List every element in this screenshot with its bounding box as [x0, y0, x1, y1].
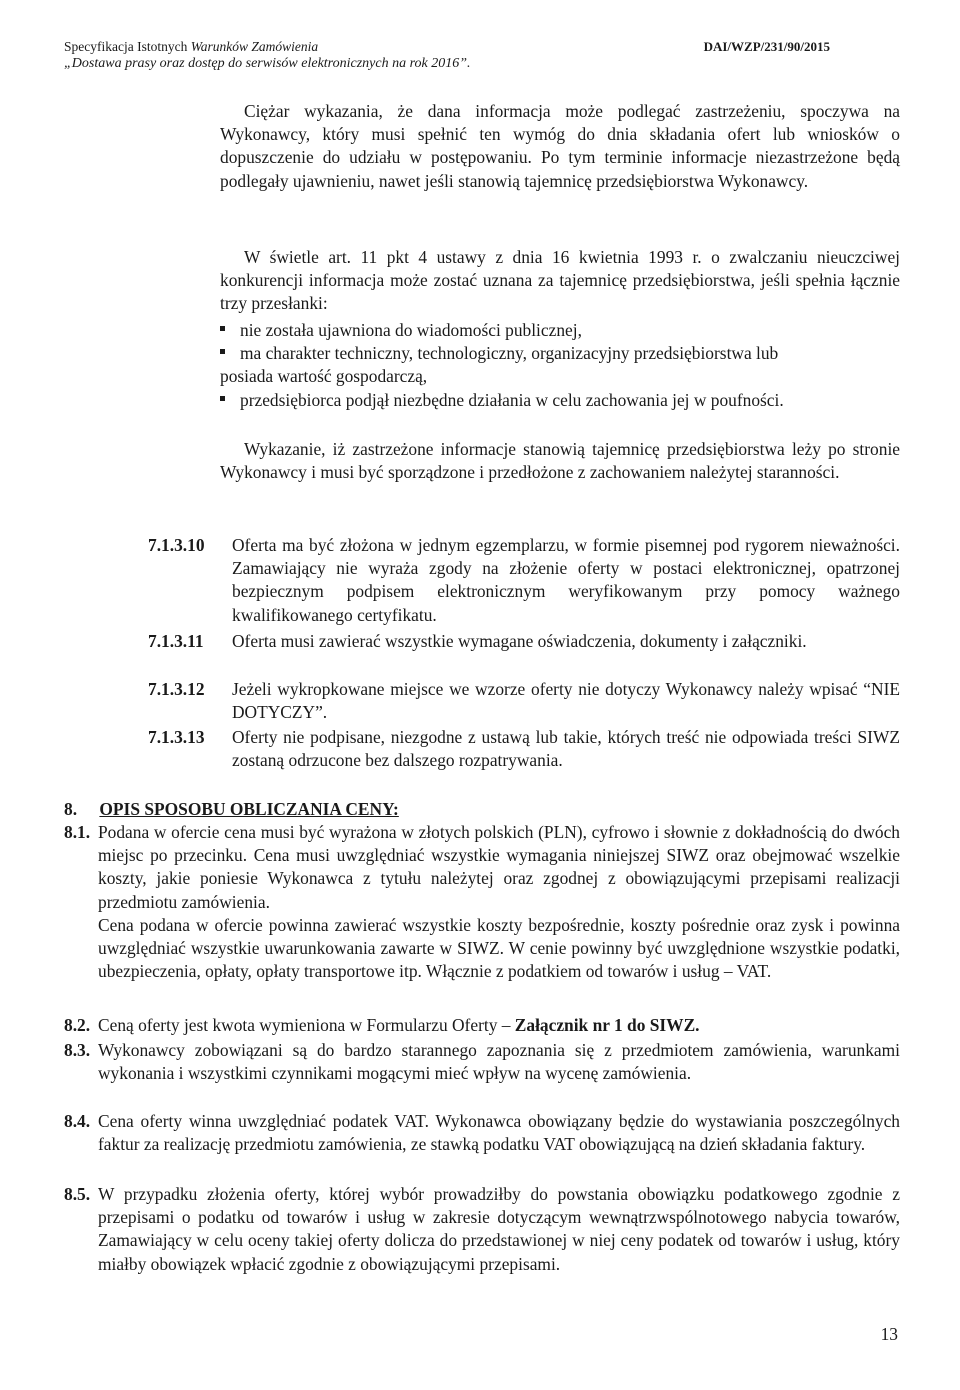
numbered-item-71311	[148, 630, 900, 676]
numbered-item-84	[64, 1110, 900, 1180]
item-text: Jeżeli wykropkowane miejsce we wzorze oferty nie dotyczy Wykonawcy należy wpisać “NIE DOTYCZY”.	[232, 679, 900, 723]
paragraph-proof-of-secret: Wykazanie, iż zastrzeżone informacje stanowią tajemnicę przedsiębiorstwa leży po stronie Wykonawcy i musi być sporządzone i przedłożone z zachowaniem należytej staranności.	[220, 439, 900, 483]
bullet-square-icon	[220, 326, 225, 331]
bullet-square-icon	[220, 349, 225, 354]
item-number: 8.3.	[64, 1040, 91, 1060]
item-number: 8.1.	[64, 822, 91, 842]
page-header	[64, 38, 830, 72]
numbered-item-81	[64, 821, 900, 1011]
header-case-number: DAI/WZP/231/90/2015	[703, 39, 830, 54]
item-text: Cena oferty winna uwzględniać podatek VAT. Wykonawca obowiązany będzie do wystawiania poszczególnych faktur za realizację przedmiotu zamówienia, ze stawką podatku VAT obowiązującą na dzień składania faktury.	[98, 1111, 900, 1155]
bullet-continuation: posiada wartość gospodarczą,	[220, 366, 428, 386]
numbered-item-71313	[148, 726, 900, 772]
item-text: W przypadku złożenia oferty, której wybór prowadziłby do powstania obowiązku podatkowego zgodnie z przepisami o podatku od towarów i usług w zakresie dotyczącym wewnątrzwspólnotowego nabycia towarów, Zamawiający w celu oceny takiej oferty dolicza do przedstawionej w niej ceny podatek od towarów i usług, który miałby obowiązek wpłacić zgodnie z obowiązującymi przepisami.	[98, 1184, 900, 1274]
item-number: 8.4.	[64, 1111, 91, 1131]
item-number: 8.5.	[64, 1184, 91, 1204]
header-subject: „Dostawa prasy oraz dostęp do serwisów elektronicznych na rok 2016”.	[64, 56, 471, 71]
item-text: Wykonawcy zobowiązani są do bardzo starannego zapoznania się z przedmiotem zamówienia, warunkami wykonania i wszystkimi czynnikami mogącymi mieć wpływ na wycenę zamówienia.	[98, 1040, 900, 1084]
numbered-item-83	[64, 1039, 900, 1109]
item-text: Oferty nie podpisane, niezgodne z ustawą lub takie, których treść nie odpowiada treści SIWZ zostaną odrzucone bez dalszego rozpatrywania.	[232, 727, 900, 771]
item-text: Ceną oferty jest kwota wymieniona w Formularzu Oferty – Załącznik nr 1 do SIWZ.	[98, 1015, 700, 1035]
paragraph-trade-secret-definition: W świetle art. 11 pkt 4 ustawy z dnia 16 kwietnia 1993 r. o zwalczaniu nieuczciwej konkurencji informacja może zostać uznana za tajemnicę przedsiębiorstwa, jeśli spełnia łącznie trzy przesłanki:	[220, 247, 900, 314]
bullet-square-icon	[220, 396, 225, 401]
item-number: 7.1.3.10	[148, 535, 205, 555]
bullet-item: nie została ujawniona do wiadomości publicznej,	[220, 319, 582, 342]
item-text: Podana w ofercie cena musi być wyrażona w złotych polskich (PLN), cyfrowo i słownie z dokładnością do dwóch miejsc po przecinku. Cena musi uwzględniać wszystkie wymagania niniejszej SIWZ oraz obejmować wszelkie koszty, jakie poniesie Wykonawca z tytułu należytej oraz zgodnej z obowiązującymi przepisami realizacji przedmiotu zamówienia.	[98, 822, 900, 912]
paragraph-confidentiality-burden: Ciężar wykazania, że dana informacja może podlegać zastrzeżeniu, spoczywa na Wykonawcy, który musi spełnić ten wymóg do dnia składania ofert lub wniosków o dopuszczenie do udziału w postępowaniu. Po tym terminie informacje niezastrzeżone będą podlegały ujawnieniu, nawet jeśli stanowią tajemnicę przedsiębiorstwa Wykonawcy.	[220, 101, 900, 191]
numbered-item-85	[64, 1183, 900, 1299]
numbered-item-82	[64, 1014, 900, 1038]
item-text-continuation: Cena podana w ofercie powinna zawierać wszystkie koszty bezpośrednie, koszty pośrednie oraz zysk i powinna uwzględniać wszystkie uwarunkowania zawarte w SIWZ. W cenie powinny być uwzględnione wszystkie podatki, ubezpieczenia, opłaty, opłaty transportowe itp. Włącznie z podatkiem od towarów i usług – VAT.	[98, 915, 900, 982]
numbered-item-71312	[148, 678, 900, 724]
item-text: Oferta ma być złożona w jednym egzemplarzu, w formie pisemnej pod rygorem nieważności. Zamawiający nie wyraża zgody na złożenie oferty w postaci elektronicznej, opatrzonej bezpiecznym podpisem elektronicznym weryfikowanym przy pomocy ważnego kwalifikowanego certyfikatu.	[232, 535, 900, 625]
item-number: 8.2.	[64, 1015, 91, 1035]
section-heading: 8. OPIS SPOSOBU OBLICZANIA CENY:	[64, 799, 399, 819]
page-number: 13	[880, 1324, 898, 1344]
item-text: Oferta musi zawierać wszystkie wymagane oświadczenia, dokumenty i załączniki.	[232, 631, 807, 651]
numbered-item-71310	[148, 534, 900, 625]
bullet-item: przedsiębiorca podjął niezbędne działania w celu zachowania jej w poufności.	[220, 389, 784, 412]
bullet-item: ma charakter techniczny, technologiczny, organizacyjny przedsiębiorstwa lub	[220, 342, 778, 365]
item-number: 7.1.3.13	[148, 727, 205, 747]
header-spec-title: Specyfikacja Istotnych Warunków Zamówienia	[64, 39, 319, 54]
item-number: 7.1.3.11	[148, 631, 204, 651]
item-number: 7.1.3.12	[148, 679, 205, 699]
